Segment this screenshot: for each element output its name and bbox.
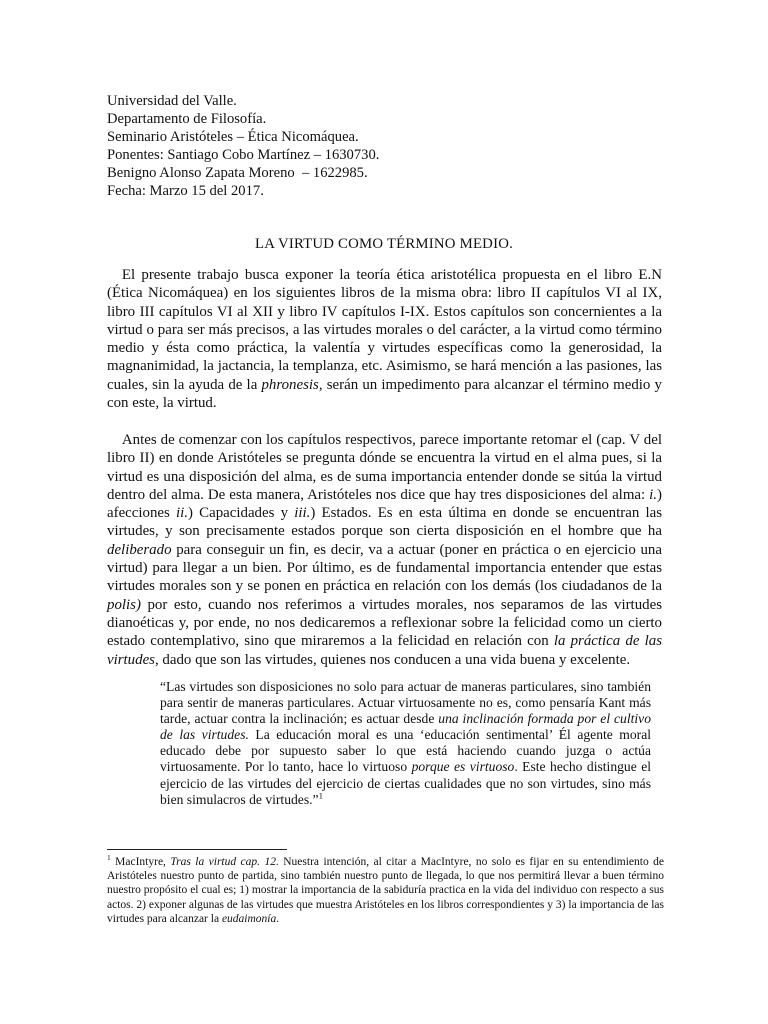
paragraph-text: ) Capacidades y	[188, 505, 295, 522]
italic-term: iii.	[294, 505, 311, 522]
italic-term: eudaimonía	[221, 912, 277, 925]
footnote-reference[interactable]: 1	[318, 790, 323, 801]
header-presenter-2: Benigno Alonso Zapata Moreno – 1622985.	[107, 164, 368, 181]
document-title: LA VIRTUD COMO TÉRMINO MEDIO.	[255, 236, 513, 252]
italic-term: polis)	[107, 596, 141, 613]
paragraph-text: para conseguir un fin, es decir, va a actuar (poner en práctica o en ejercicio una virtud) para llegar a un bien. Por último, es de fundamental importancia entender que estas virtudes morales son y se ponen en práctica en relación con los demás (los ciudadanos de la	[107, 541, 662, 595]
paragraph-text: , dado que son las virtudes, quienes nos conducen a una vida buena y excelente.	[154, 651, 631, 668]
footnote-text: Nuestra intención, al citar a MacIntyre, no solo es fijar en su entendimiento de Aristóteles nuestro punto de partida, sino también nuestro punto de llegada, lo que nos permitirá llevar a buen término nuestro propósito el cual es; 1) mostrar la importancia de la sabiduría practica en la vida del individuo con respecto a sus actos. 2) exponer algunas de las virtudes que muestra Aristóteles en los libros correspondientes y 3) la importancia de las virtudes para alcanzar la	[107, 856, 664, 925]
paragraph-text: Antes de comenzar con los capítulos respectivos, parece importante retomar el (cap. V del libro II) en donde Aristóteles se pregunta dónde se encuentra la virtud en el alma pues, si la virtud es una disposición del alma, es de suma importancia entender donde se sitúa la virtud dentro del alma. De esta manera, Aristóteles nos dice que hay tres disposiciones del alma:	[107, 432, 662, 503]
header-presenter-1: Ponentes: Santiago Cobo Martínez – 1630730.	[107, 146, 380, 163]
paragraph-text: ) Estados. Es en esta última en donde se encuentran las virtudes, y son precisamente estados porque son cierta disposición en el hombre que ha	[107, 505, 662, 540]
paragraph-text: ) afecciones	[107, 486, 662, 522]
paragraph-soul-dispositions	[107, 431, 662, 669]
header-university: Universidad del Valle.	[107, 93, 237, 109]
footnote	[107, 855, 664, 926]
footnote-number: 1	[107, 853, 111, 863]
quote-text: . Este hecho distingue el ejercicio de las virtudes del ejercicio de ciertas cualidades que no son virtudes, sino más bien simulacros de virtudes.”	[160, 759, 652, 807]
header-department: Departamento de Filosofía.	[107, 110, 267, 127]
quote-text: “Las virtudes son disposiciones no solo para actuar de maneras particulares, sino también para sentir de maneras particulares. Actuar virtuosamente no es, como pensaría Kant más tarde, actuar contra la inclinación; es actuar desde	[160, 679, 651, 727]
italic-term: la práctica de las virtudes	[107, 633, 662, 668]
italic-term: Tras la virtud cap. 12.	[170, 856, 279, 868]
italic-term: una inclinación formada por el cultivo de las virtudes.	[160, 711, 651, 743]
header-date: Fecha: Marzo 15 del 2017.	[107, 182, 264, 199]
paragraph-text: , serán un impedimento para alcanzar el término medio y con este, la virtud.	[107, 376, 662, 412]
paragraph-text: por esto, cuando nos referimos a virtudes morales, nos separamos de las virtudes dianoéticas y, por ende, no nos dedicaremos a reflexionar sobre la felicidad como un cierto estado contemplativo, sino que miraremos a la felicidad en relación con	[107, 596, 662, 650]
italic-term: ii.	[176, 505, 189, 522]
italic-term: porque es virtuoso	[411, 759, 515, 775]
header-seminar: Seminario Aristóteles – Ética Nicomáquea.	[107, 128, 359, 145]
quote-text: La educación moral es una ‘educación sentimental’ Él agente moral educado debe por supuesto saber lo que está haciendo cuando juzga o actúa virtuosamente. Por lo tanto, hace lo virtuoso	[160, 727, 652, 775]
block-quote	[160, 679, 651, 808]
footnote-text: MacIntyre,	[110, 856, 171, 868]
document-header	[107, 93, 379, 200]
footnote-text: .	[276, 912, 280, 925]
italic-term: i.	[649, 486, 658, 503]
paragraph-introduction	[107, 266, 662, 412]
italic-term: deliberado	[107, 541, 172, 558]
footnote-separator	[107, 849, 287, 850]
italic-term: phronesis	[261, 376, 319, 393]
paragraph-text: El presente trabajo busca exponer la teoría ética aristotélica propuesta en el libro E.N (Ética Nicomáquea) en los siguientes libros de la misma obra: libro II capítulos VI al IX, libro III capítulos VI al XII y libro IV capítulos I-IX. Estos capítulos son concernientes a la virtud o para ser más precisos, a las virtudes morales o del carácter, a la virtud como término medio y ésta como práctica, la valentía y virtudes específicas como la generosidad, la magnanimidad, la jactancia, la templanza, etc. Asimismo, se hará mención a las pasiones, las cuales, sin la ayuda de la	[107, 267, 662, 393]
